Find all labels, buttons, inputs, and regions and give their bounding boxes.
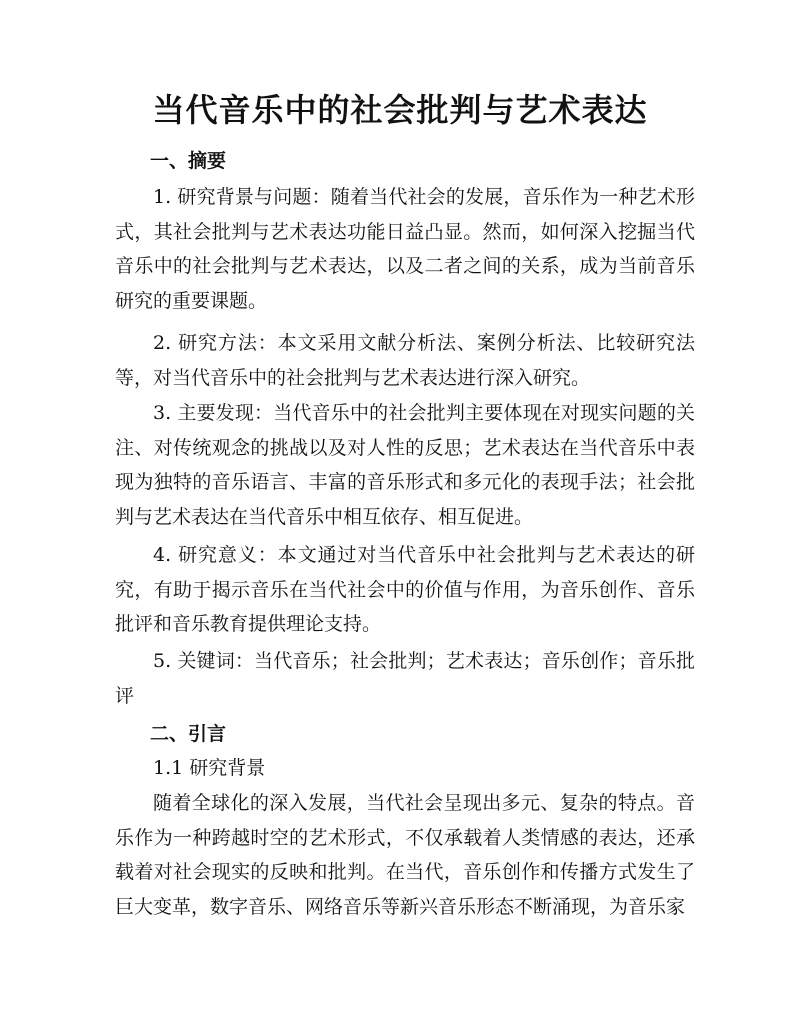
abstract-paragraph-findings: 3. 主要发现：当代音乐中的社会批判主要体现在对现实问题的关注、对传统观念的挑战以及对人性的反思；艺术表达在当代音乐中表现为独特的音乐语言、丰富的音乐形式和多元化的表现手法；社会批判与艺术表达在当代音乐中相互依存、相互促进。 bbox=[115, 402, 695, 529]
abstract-paragraph-keywords: 5. 关键词：当代音乐；社会批判；艺术表达；音乐创作；音乐批评 bbox=[115, 650, 695, 707]
section-heading-introduction: 二、引言 bbox=[150, 723, 227, 745]
section-heading-abstract: 一、摘要 bbox=[150, 150, 227, 172]
introduction-paragraph: 随着全球化的深入发展，当代社会呈现出多元、复杂的特点。音乐作为一种跨越时空的艺术形式，不仅承载着人类情感的表达，还承载着对社会现实的反映和批判。在当代，音乐创作和传播方式发生了巨大变革，数字音乐、网络音乐等新兴音乐形态不断涌现，为音乐家 bbox=[115, 792, 695, 919]
subsection-heading-background: 1.1 研究背景 bbox=[153, 757, 266, 779]
abstract-paragraph-significance: 4. 研究意义：本文通过对当代音乐中社会批判与艺术表达的研究，有助于揭示音乐在当代社会中的价值与作用，为音乐创作、音乐批评和音乐教育提供理论支持。 bbox=[115, 544, 695, 636]
abstract-paragraph-method: 2. 研究方法：本文采用文献分析法、案例分析法、比较研究法等，对当代音乐中的社会批判与艺术表达进行深入研究。 bbox=[115, 332, 695, 389]
abstract-paragraph-background: 1. 研究背景与问题：随着当代社会的发展，音乐作为一种艺术形式，其社会批判与艺术表达功能日益凸显。然而，如何深入挖掘当代音乐中的社会批判与艺术表达，以及二者之间的关系，成为当前音乐研究的重要课题。 bbox=[115, 186, 695, 313]
document-title: 当代音乐中的社会批判与艺术表达 bbox=[152, 91, 648, 129]
